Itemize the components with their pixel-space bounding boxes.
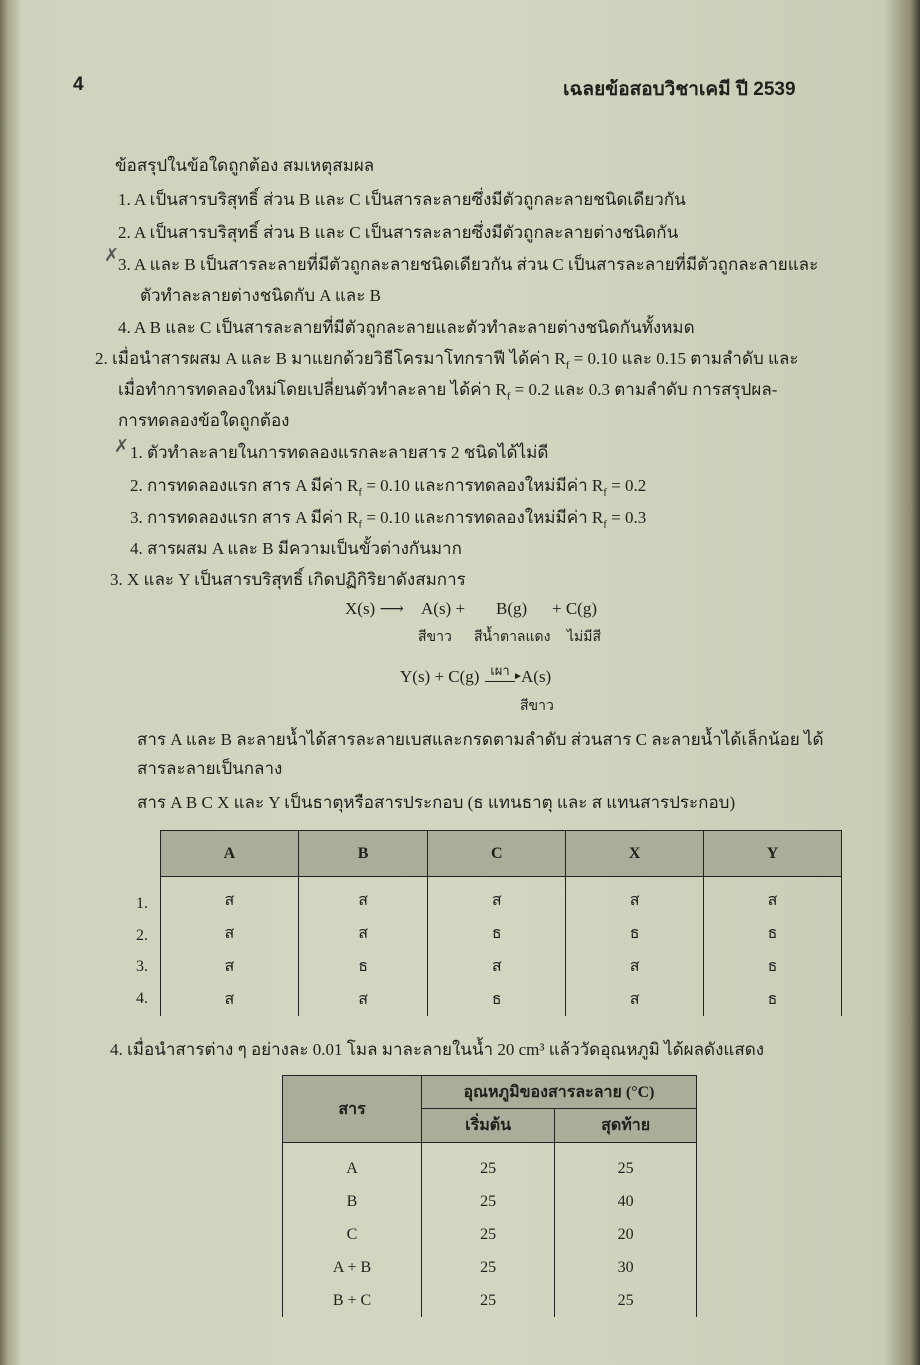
table-cell: ส <box>428 950 566 983</box>
q3-paragraph-1-cont: สารละลายเป็นกลาง <box>137 759 283 778</box>
equation-2-rhs: A(s) <box>521 667 552 686</box>
table-cell: ส <box>298 983 427 1016</box>
table-cell: A + B <box>283 1251 422 1284</box>
equation-1-lhs: X(s) ⟶ <box>345 599 404 618</box>
question-2-stem-line3: การทดลองข้อใดถูกต้อง <box>118 411 290 430</box>
table-row <box>161 950 842 983</box>
table-row <box>283 1218 697 1251</box>
table-cell: ส <box>298 877 427 918</box>
col-x: X <box>566 831 704 877</box>
col-b: B <box>298 831 427 877</box>
table-row <box>161 877 842 918</box>
equation-2-lhs: Y(s) + C(g) <box>400 667 480 686</box>
table-row <box>161 917 842 950</box>
table-cell: 25 <box>555 1143 697 1186</box>
table-row <box>283 1143 697 1186</box>
page-number: 4 <box>73 74 84 95</box>
equation-1-a: A(s) + <box>421 599 466 618</box>
table-cell: 25 <box>422 1143 555 1186</box>
q1-option-1: 1. A เป็นสารบริสุทธิ์ ส่วน B และ C เป็นสารละลายซึ่งมีตัวถูกละลายชนิดเดียวกัน <box>118 190 686 209</box>
handwritten-check-mark: ✗ <box>104 245 120 265</box>
table-cell: 30 <box>555 1251 697 1284</box>
running-title: เฉลยข้อสอบวิชาเคมี ปี 2539 <box>563 79 796 100</box>
col-substance: สาร <box>283 1076 422 1143</box>
q1-option-3: 3. A และ B เป็นสารละลายที่มีตัวถูกละลายชนิดเดียวกัน ส่วน C เป็นสารละลายที่มีตัวถูกละลายและ <box>118 255 819 274</box>
table-cell: ธ <box>704 950 842 983</box>
equation-1-b: B(g) <box>496 599 528 618</box>
table-cell: C <box>283 1218 422 1251</box>
table-cell: 25 <box>555 1284 697 1317</box>
q2-option-3: 3. การทดลองแรก สาร A มีค่า $R_f = 0.10$ และการทดลองใหม่มีค่า $R_f = 0.3$ <box>130 508 647 531</box>
table-cell: ส <box>428 877 566 918</box>
label-rhs: สีขาว <box>520 699 554 714</box>
question-4-stem: 4. เมื่อนำสารต่าง ๆ อย่างละ 0.01 โมล มาละลายในน้ำ 20 cm³ แล้ววัดอุณหภูมิ ได้ผลดังแสดง <box>110 1040 765 1059</box>
col-end: สุดท้าย <box>555 1109 697 1143</box>
table-cell: ส <box>161 877 299 918</box>
table-cell: ธ <box>566 917 704 950</box>
table-cell: A <box>283 1143 422 1186</box>
equation-1-c: + C(g) <box>552 599 597 618</box>
table-cell: 25 <box>422 1284 555 1317</box>
q2-option-4: 4. สารผสม A และ B มีความเป็นขั้วต่างกันมาก <box>130 539 462 558</box>
q3-paragraph-2: สาร A B C X และ Y เป็นธาตุหรือสารประกอบ (ธ แทนธาตุ และ ส แทนสารประกอบ) <box>137 793 736 812</box>
table-cell: 25 <box>422 1251 555 1284</box>
question-2-stem-line1: 2. เมื่อนำสารผสม A และ B มาแยกด้วยวิธีโครมาโทกราฟี ได้ค่า $R_f = 0.10$ และ 0.15 ตามลำดับ และ <box>95 349 799 372</box>
label-b: สีน้ำตาลแดง <box>474 630 551 645</box>
table-cell: 20 <box>555 1218 697 1251</box>
q1-option-3-cont: ตัวทำละลายต่างชนิดกับ A และ B <box>140 286 381 305</box>
temperature-table <box>282 1075 697 1317</box>
question-2-stem-line2: เมื่อทำการทดลองใหม่โดยเปลี่ยนตัวทำละลาย ได้ค่า $R_f = 0.2$ และ 0.3 ตามลำดับ การสรุปผล- <box>118 380 778 403</box>
row-number: 2. <box>136 927 148 944</box>
table-cell: ธ <box>704 917 842 950</box>
q3-paragraph-1: สาร A และ B ละลายน้ำได้สารละลายเบสและกรดตามลำดับ ส่วนสาร C ละลายน้ำได้เล็กน้อย ได้ <box>137 730 824 749</box>
row-number: 3. <box>136 958 148 975</box>
col-start: เริ่มต้น <box>422 1109 555 1143</box>
q1-option-4: 4. A B และ C เป็นสารละลายที่มีตัวถูกละลายและตัวทำละลายต่างชนิดกันทั้งหมด <box>118 318 695 337</box>
table-cell: ส <box>298 917 427 950</box>
q1-option-2: 2. A เป็นสารบริสุทธิ์ ส่วน B และ C เป็นสารละลายซึ่งมีตัวถูกละลายต่างชนิดกัน <box>118 223 679 242</box>
q2-option-2: 2. การทดลองแรก สาร A มีค่า $R_f = 0.10$ และการทดลองใหม่มีค่า $R_f = 0.2$ <box>130 476 647 499</box>
handwritten-check-mark: ✗ <box>114 436 130 456</box>
table-cell: B <box>283 1185 422 1218</box>
table-cell: ส <box>161 950 299 983</box>
table-row <box>283 1251 697 1284</box>
table-cell: ส <box>566 950 704 983</box>
element-compound-table <box>160 830 842 1016</box>
table-cell: ส <box>566 877 704 918</box>
label-a: สีขาว <box>418 630 452 645</box>
q2-option-1: 1. ตัวทำละลายในการทดลองแรกละลายสาร 2 ชนิดได้ไม่ดี <box>130 443 549 462</box>
col-c: C <box>428 831 566 877</box>
table-cell: 25 <box>422 1218 555 1251</box>
col-y: Y <box>704 831 842 877</box>
table-cell: ธ <box>428 917 566 950</box>
equation-2-arrow-label: เผา <box>485 660 515 682</box>
table-cell: ส <box>704 877 842 918</box>
table-row <box>283 1185 697 1218</box>
table-row <box>283 1284 697 1317</box>
col-a: A <box>161 831 299 877</box>
table-cell: ธ <box>428 983 566 1016</box>
question-1-stem: ข้อสรุปในข้อใดถูกต้อง สมเหตุสมผล <box>115 156 375 175</box>
table-cell: ส <box>566 983 704 1016</box>
row-number: 1. <box>136 895 148 912</box>
col-temperature: อุณหภูมิของสารละลาย (°C) <box>422 1076 697 1109</box>
table-row <box>161 983 842 1016</box>
table-cell: 25 <box>422 1185 555 1218</box>
label-c: ไม่มีสี <box>567 630 602 645</box>
table-cell: B + C <box>283 1284 422 1317</box>
table-cell: ส <box>161 917 299 950</box>
table-cell: ธ <box>704 983 842 1016</box>
table-cell: 40 <box>555 1185 697 1218</box>
arrow-head-icon: ► <box>513 671 523 682</box>
question-3-stem: 3. X และ Y เป็นสารบริสุทธิ์ เกิดปฏิกิริยาดังสมการ <box>110 570 466 589</box>
table-cell: ธ <box>298 950 427 983</box>
table-cell: ส <box>161 983 299 1016</box>
row-number: 4. <box>136 990 148 1007</box>
